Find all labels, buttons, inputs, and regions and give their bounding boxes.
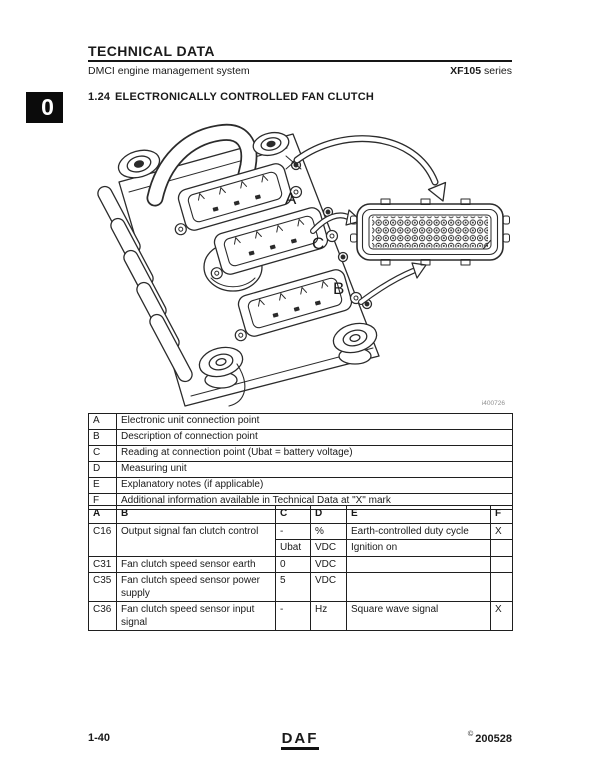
table-row bbox=[89, 602, 513, 631]
table-header-row bbox=[89, 506, 513, 524]
cell-notes bbox=[347, 556, 491, 573]
page-title: TECHNICAL DATA bbox=[88, 43, 215, 59]
cell-pin: C31 bbox=[89, 556, 117, 573]
header-subtitle: DMCI engine management system bbox=[88, 65, 250, 77]
cell-notes bbox=[347, 573, 491, 602]
cell-reading: - bbox=[276, 602, 311, 631]
connector-pinout bbox=[351, 199, 510, 265]
arrow-a-to-pinout bbox=[297, 139, 446, 201]
col-header: A bbox=[89, 506, 117, 524]
col-header: B bbox=[117, 506, 276, 524]
connection-data-table bbox=[88, 505, 513, 631]
legend-desc: Measuring unit bbox=[117, 462, 513, 478]
daf-logo-text: DAF bbox=[281, 732, 320, 750]
cell-unit: % bbox=[311, 523, 347, 540]
series-suffix: series bbox=[481, 65, 512, 77]
cell-mark bbox=[491, 556, 513, 573]
legend-table bbox=[88, 413, 513, 510]
cell-mark bbox=[491, 573, 513, 602]
cell-mark: X bbox=[491, 523, 513, 540]
cell-notes: Earth-controlled duty cycle bbox=[347, 523, 491, 540]
arrow-b-to-pinout bbox=[361, 263, 426, 302]
cell-mark: X bbox=[491, 602, 513, 631]
cell-reading: 0 bbox=[276, 556, 311, 573]
cell-unit: Hz bbox=[311, 602, 347, 631]
ecu-diagram bbox=[85, 118, 515, 410]
cell-mark bbox=[491, 540, 513, 557]
legend-key: F bbox=[89, 494, 117, 510]
cell-reading: 5 bbox=[276, 573, 311, 602]
legend-desc: Additional information available in Technical Data at "X" mark bbox=[117, 494, 513, 510]
table-row bbox=[89, 414, 513, 430]
table-row bbox=[89, 478, 513, 494]
cell-description: Fan clutch speed sensor power supply bbox=[117, 573, 276, 602]
revision-code bbox=[468, 729, 512, 745]
revision-number: 200528 bbox=[475, 733, 512, 745]
cell-pin: C16 bbox=[89, 523, 117, 556]
label-connection-a: A bbox=[285, 189, 297, 208]
label-connection-c: C bbox=[312, 234, 325, 253]
label-connection-b: B bbox=[333, 279, 345, 298]
col-header: E bbox=[347, 506, 491, 524]
figure-id: i400726 bbox=[481, 400, 505, 407]
cell-description: Fan clutch speed sensor earth bbox=[117, 556, 276, 573]
cell-unit: VDC bbox=[311, 573, 347, 602]
legend-key: B bbox=[89, 430, 117, 446]
cell-notes: Square wave signal bbox=[347, 602, 491, 631]
section-title: ELECTRONICALLY CONTROLLED FAN CLUTCH bbox=[115, 91, 374, 103]
table-row bbox=[89, 523, 513, 540]
cell-description: Output signal fan clutch control bbox=[117, 523, 276, 556]
cell-unit: VDC bbox=[311, 540, 347, 557]
col-header: F bbox=[491, 506, 513, 524]
table-row bbox=[89, 430, 513, 446]
legend-key: E bbox=[89, 478, 117, 494]
legend-key: D bbox=[89, 462, 117, 478]
header-rule bbox=[88, 60, 512, 62]
col-header: C bbox=[276, 506, 311, 524]
section-number: 1.24 bbox=[88, 91, 111, 103]
legend-key: C bbox=[89, 446, 117, 462]
page-number: 1-40 bbox=[88, 732, 111, 744]
chapter-tab: 0 bbox=[26, 92, 63, 123]
series-label bbox=[450, 65, 512, 77]
cell-description: Fan clutch speed sensor input signal bbox=[117, 602, 276, 631]
legend-desc: Explanatory notes (if applicable) bbox=[117, 478, 513, 494]
cell-unit: VDC bbox=[311, 556, 347, 573]
cell-notes: Ignition on bbox=[347, 540, 491, 557]
table-row bbox=[89, 573, 513, 602]
table-row bbox=[89, 462, 513, 478]
table-row bbox=[89, 446, 513, 462]
legend-key: A bbox=[89, 414, 117, 430]
series-model: XF105 bbox=[450, 65, 482, 77]
legend-desc: Electronic unit connection point bbox=[117, 414, 513, 430]
cell-reading: Ubat bbox=[276, 540, 311, 557]
legend-desc: Description of connection point bbox=[117, 430, 513, 446]
copyright-symbol: © bbox=[467, 729, 474, 738]
cell-pin: C36 bbox=[89, 602, 117, 631]
col-header: D bbox=[311, 506, 347, 524]
cell-pin: C35 bbox=[89, 573, 117, 602]
daf-logo bbox=[277, 730, 323, 750]
section-heading bbox=[88, 91, 374, 103]
cell-reading: - bbox=[276, 523, 311, 540]
legend-desc: Reading at connection point (Ubat = battery voltage) bbox=[117, 446, 513, 462]
table-row bbox=[89, 556, 513, 573]
